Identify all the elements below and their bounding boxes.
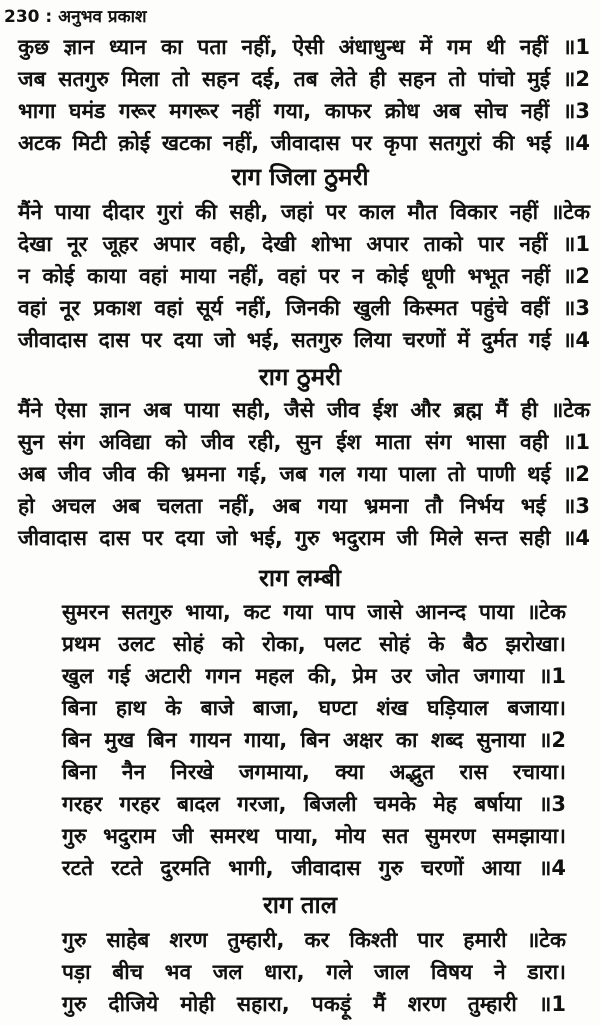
- verse-line: बिना हाथ के बाजे बाजा, घण्टा शंख घड़ियाल बजाया।: [62, 696, 566, 720]
- verse-block-raag-lambi: [62, 596, 566, 884]
- verse-block-intro: [18, 31, 590, 159]
- verse-block-raag-jila-thumri: [18, 196, 590, 356]
- page-number: 230: [4, 7, 40, 27]
- header-separator: :: [45, 7, 53, 27]
- verse-line: गुरु साहेब शरण तुम्हारी, कर किश्ती पार हमारी ॥टेक: [62, 928, 566, 952]
- verse-line: बिना नैन निरखे जगमाया, क्या अद्भुत रास रचाया।: [62, 760, 566, 784]
- verse-line: देखा नूर जूहर अपार वही, देखी शोभा अपार ताको पार नहीं ॥1: [18, 232, 590, 256]
- verse-line: भागा घमंड गरूर मगरूर नहीं गया, काफर क्रोध अब सोच नहीं ॥3: [18, 99, 590, 123]
- verse-line: बिन मुख बिन गायन गाया, बिन अक्षर का शब्द सुनाया ॥2: [62, 728, 566, 752]
- verse-line: पड़ा बीच भव जल धारा, गले जाल विषय ने डारा।: [62, 960, 566, 984]
- verse-line: वहां नूर प्रकाश वहां सूर्य नहीं, जिनकी खुली किस्मत पहुंचे वहीं ॥3: [18, 296, 590, 320]
- section-heading: राग जिला ठुमरी: [231, 163, 369, 191]
- running-header: [4, 4, 147, 27]
- verse-line: अटक मिटी क़ोई खटका नहीं, जीवादास पर कृपा सतगुरां की भई ॥4: [18, 131, 590, 155]
- section-heading: राग लम्बी: [259, 564, 341, 592]
- section-heading: राग ताल: [262, 891, 338, 919]
- verse-line: गुरु भदुराम जी समरथ पाया, मोय सत सुमरण समझाया।: [62, 824, 566, 848]
- verse-line: कुछ ज्ञान ध्यान का पता नहीं, ऐसी अंधाधुन्ध में गम थी नहीं ॥1: [18, 35, 590, 59]
- verse-line: खुल गई अटारी गगन महल की, प्रेम उर जोत जगाया ॥1: [62, 664, 566, 688]
- section-heading: राग ठुमरी: [258, 363, 342, 391]
- verse-block-raag-taal: [62, 924, 566, 1020]
- verse-line: जब सतगुरु मिला तो सहन दई, तब लेते ही सहन तो पांचो मुई ॥2: [18, 67, 590, 91]
- verse-line: रटते रटते दुरमति भागी, जीवादास गुरु चरणों आया ॥4: [62, 856, 566, 880]
- verse-line: हो अचल अब चलता नहीं, अब गया भ्रमना तौ निर्भय भई ॥3: [18, 494, 590, 518]
- verse-line: सुन संग अविद्या को जीव रही, सुन ईश माता संग भासा वही ॥1: [18, 430, 590, 454]
- verse-line: गरहर गरहर बादल गरजा, बिजली चमके मेह बर्षाया ॥3: [62, 792, 566, 816]
- book-title: अनुभव प्रकाश: [58, 7, 147, 27]
- verse-line: जीवादास दास पर दया जो भई, गुरु भदुराम जी मिले सन्त सही ॥4: [18, 526, 590, 550]
- verse-line: मैंने ऐसा ज्ञान अब पाया सही, जैसे जीव ईश और ब्रह्म मैं ही ॥टेक: [18, 398, 590, 422]
- verse-line: सुमरन सतगुरु भाया, कट गया पाप जासे आनन्द पाया ॥टेक: [62, 600, 566, 624]
- verse-block-raag-thumri: [18, 394, 590, 554]
- verse-line: मैंने पाया दीदार गुरां की सही, जहां पर काल मौत विकार नहीं ॥टेक: [18, 200, 590, 224]
- verse-line: जीवादास दास पर दया जो भई, सतगुरु लिया चरणों में दुर्मत गई ॥4: [18, 328, 590, 352]
- verse-line: गुरु दीजिये मोही सहारा, पकड़ूं मैं शरण तुम्हारी ॥1: [62, 992, 566, 1016]
- verse-line: न कोई काया वहां माया नहीं, वहां पर न कोई धूणी भभूत नहीं ॥2: [18, 264, 590, 288]
- verse-line: अब जीव जीव की भ्रमना गई, जब गल गया पाला तो पाणी थई ॥2: [18, 462, 590, 486]
- verse-line: प्रथम उलट सोहं को रोका, पलट सोहं के बैठ झरोखा।: [62, 632, 566, 656]
